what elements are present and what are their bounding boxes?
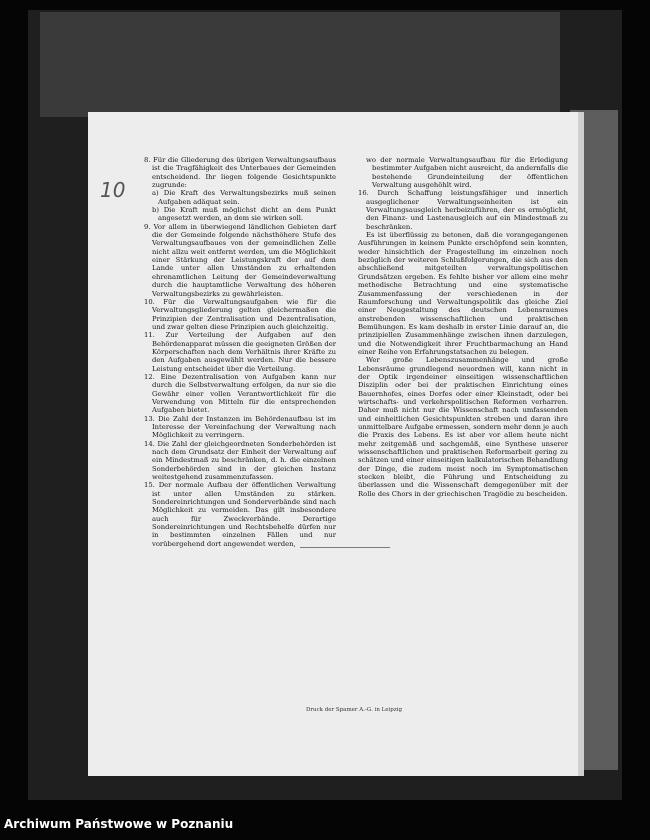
left-column xyxy=(144,156,336,548)
printer-imprint: Druck der Spamer A.-G. in Leipzig xyxy=(306,707,402,713)
item-15: 15. Der normale Aufbau der öffentlichen Verwaltung ist unter allen Umständen zu stärken. Sondereinrichtungen und Sonderverbände sind nach Möglichkeit zu vermeiden. Das gilt insbesondere auch für Zweckverbände. Derartige Sondereinrichtungen und Rechtsbehelfe dürfen nur in bestimmten einzelnen Fällen und nur vorübergehend dort angewendet werden, xyxy=(144,481,336,548)
item-14: 14. Die Zahl der gleichgeordneten Sonderbehörden ist nach dem Grundsatz der Einheit der Verwaltung auf ein Mindestmaß zu beschränken, d. h. die einzelnen Sonderbehörden sind in der gleichen Instanz weitestgehend zusammenzufassen. xyxy=(144,439,336,482)
back-leaf xyxy=(40,12,560,117)
item-12: 12. Eine Dezentralisation von Aufgaben kann nur durch die Selbstverwaltung erfolgen, da nur sie die Gewähr einer vollen Verantwortlichkeit für die Verwendung von Mitteln für die entsprechenden Aufgaben bietet. xyxy=(144,372,336,415)
item-8: 8. Für die Gliederung des übrigen Verwaltungsaufbaus ist die Tragfähigkeit des Unterbaues der Gemeinden entscheidend. Ihr liegen folgende Gesichtspunkte zugrunde: xyxy=(144,156,336,190)
item-8b: b) Die Kraft muß möglichst dicht an dem Punkt angesetzt werden, an dem sie wirken soll. xyxy=(152,206,336,223)
item-15-continued: wo der normale Verwaltungsaufbau für die Erledigung bestimmter Aufgaben nicht ausreicht, da andernfalls die bestehende Grundeinteilung der öffentlichen Verwaltung ausgehöhlt wird. xyxy=(366,156,568,190)
margin-note: 10 xyxy=(100,178,126,202)
right-column xyxy=(358,156,568,498)
separator-line xyxy=(300,547,390,548)
archive-caption: Archiwum Państwowe w Poznaniu xyxy=(4,817,234,831)
paragraph-2: Wer große Lebenszusammenhänge und große Lebensräume grundlegend neuordnen will, kann nicht in der Optik irgendeiner einseitigen wissenschaftlichen Disziplin oder bei der praktischen Einrichtung eines Bauernhofes, eines Dorfes oder einer Kleinstadt, oder bei wirtschafts- und verkehrspolitischen Reformen verharren. Daher muß nicht nur die Wissenschaft nach umfassenden und einheitlichen Gesichtspunkten streben und daran ihre unmittelbare Aufgabe ermessen, sondern mehr denn je auch die Praxis des Lebens. Es ist aber vor allem heute nicht mehr zeitgemäß und sachgemäß, eine Synthese unserer wissenschaftlichen und praktischen Reformarbeit gering zu schätzen und einer einseitigen kalkulatorischen Behandlung der Dinge, die zudem meist noch im Symptomatischen stecken bleibt, die Führung und Entscheidung zu überlassen und die Wissenschaft demgegenüber mit der Rolle des Chors in der griechischen Tragödie zu bescheiden. xyxy=(358,356,568,498)
paragraph-1: Es ist überflüssig zu betonen, daß die vorangegangenen Ausführungen in keinem Punkte erschöpfend sein konnten, weder hinsichtlich der Fragestellung im einzelnen noch bezüglich der weiteren Schlußfolgerungen, die sich aus den abschließend mitgeteilten verwaltungspolitischen Grundsätzen ergeben. Es fehlte bisher vor allem eine mehr methodische Betrachtung und eine systematische Zusammenfassung der verschiedenen in der Raumforschung und Verwaltungspolitik das gleiche Ziel einer Neugestaltung des deutschen Lebensraumes anstrebenden wissenschaftlichen und praktischen Bemühungen. Es kam deshalb in erster Linie darauf an, die prinzipiellen Zusammenhänge zwischen ihnen darzulegen, und die Notwendigkeit ihrer Fruchtbarmachung an Hand einer Reihe von Erfahrungstatsachen zu belegen. xyxy=(358,231,568,356)
item-16: 16. Durch Schaffung leistungsfähiger und innerlich ausgeglichener Verwaltungseinheiten ist ein Verwaltungsausgleich herbeizuführen, der es ermöglicht, den Finanz- und Lastenausgleich auf ein Mindestmaß zu beschränken. xyxy=(358,189,568,231)
item-8a: a) Die Kraft des Verwaltungsbezirks muß seinen Aufgaben adäquat sein. xyxy=(152,189,336,206)
item-9: 9. Vor allem in überwiegend ländlichen Gebieten darf die der Gemeinde folgende nächsthöhere Stufe des Verwaltungsaufbaues von der gemeindlichen Zelle nicht allzu weit entfernt werden, um die Möglichkeit einer Stärkung der Leistungskraft der auf dem Lande unter allen Umständen zu erhaltenden ehrenamtlichen Leitung der Gemeindeverwaltung durch die hauptamtliche Verwaltung des höheren Verwaltungsbezirks zu gewährleisten. xyxy=(144,222,336,298)
item-10: 10. Für die Verwaltungsaufgaben wie für die Verwaltungsgliederung gelten gleichermaßen die Prinzipien der Zentralisation und Dezentralisation, und zwar gelten diese Prinzipien auch gleichzeitig. xyxy=(144,297,336,331)
item-11: 11. Zur Verteilung der Aufgaben auf den Behördenapparat müssen die geeigneten Größen der Körperschaften nach dem Verhältnis ihrer Kräfte zu den Aufgaben ausgewählt werden. Nur die bessere Leistung entscheidet über die Verteilung. xyxy=(144,331,336,373)
item-13: 13. Die Zahl der Instanzen im Behördenaufbau ist im Interesse der Vereinfachung der Verwaltung nach Möglichkeit zu verringern. xyxy=(144,414,336,440)
